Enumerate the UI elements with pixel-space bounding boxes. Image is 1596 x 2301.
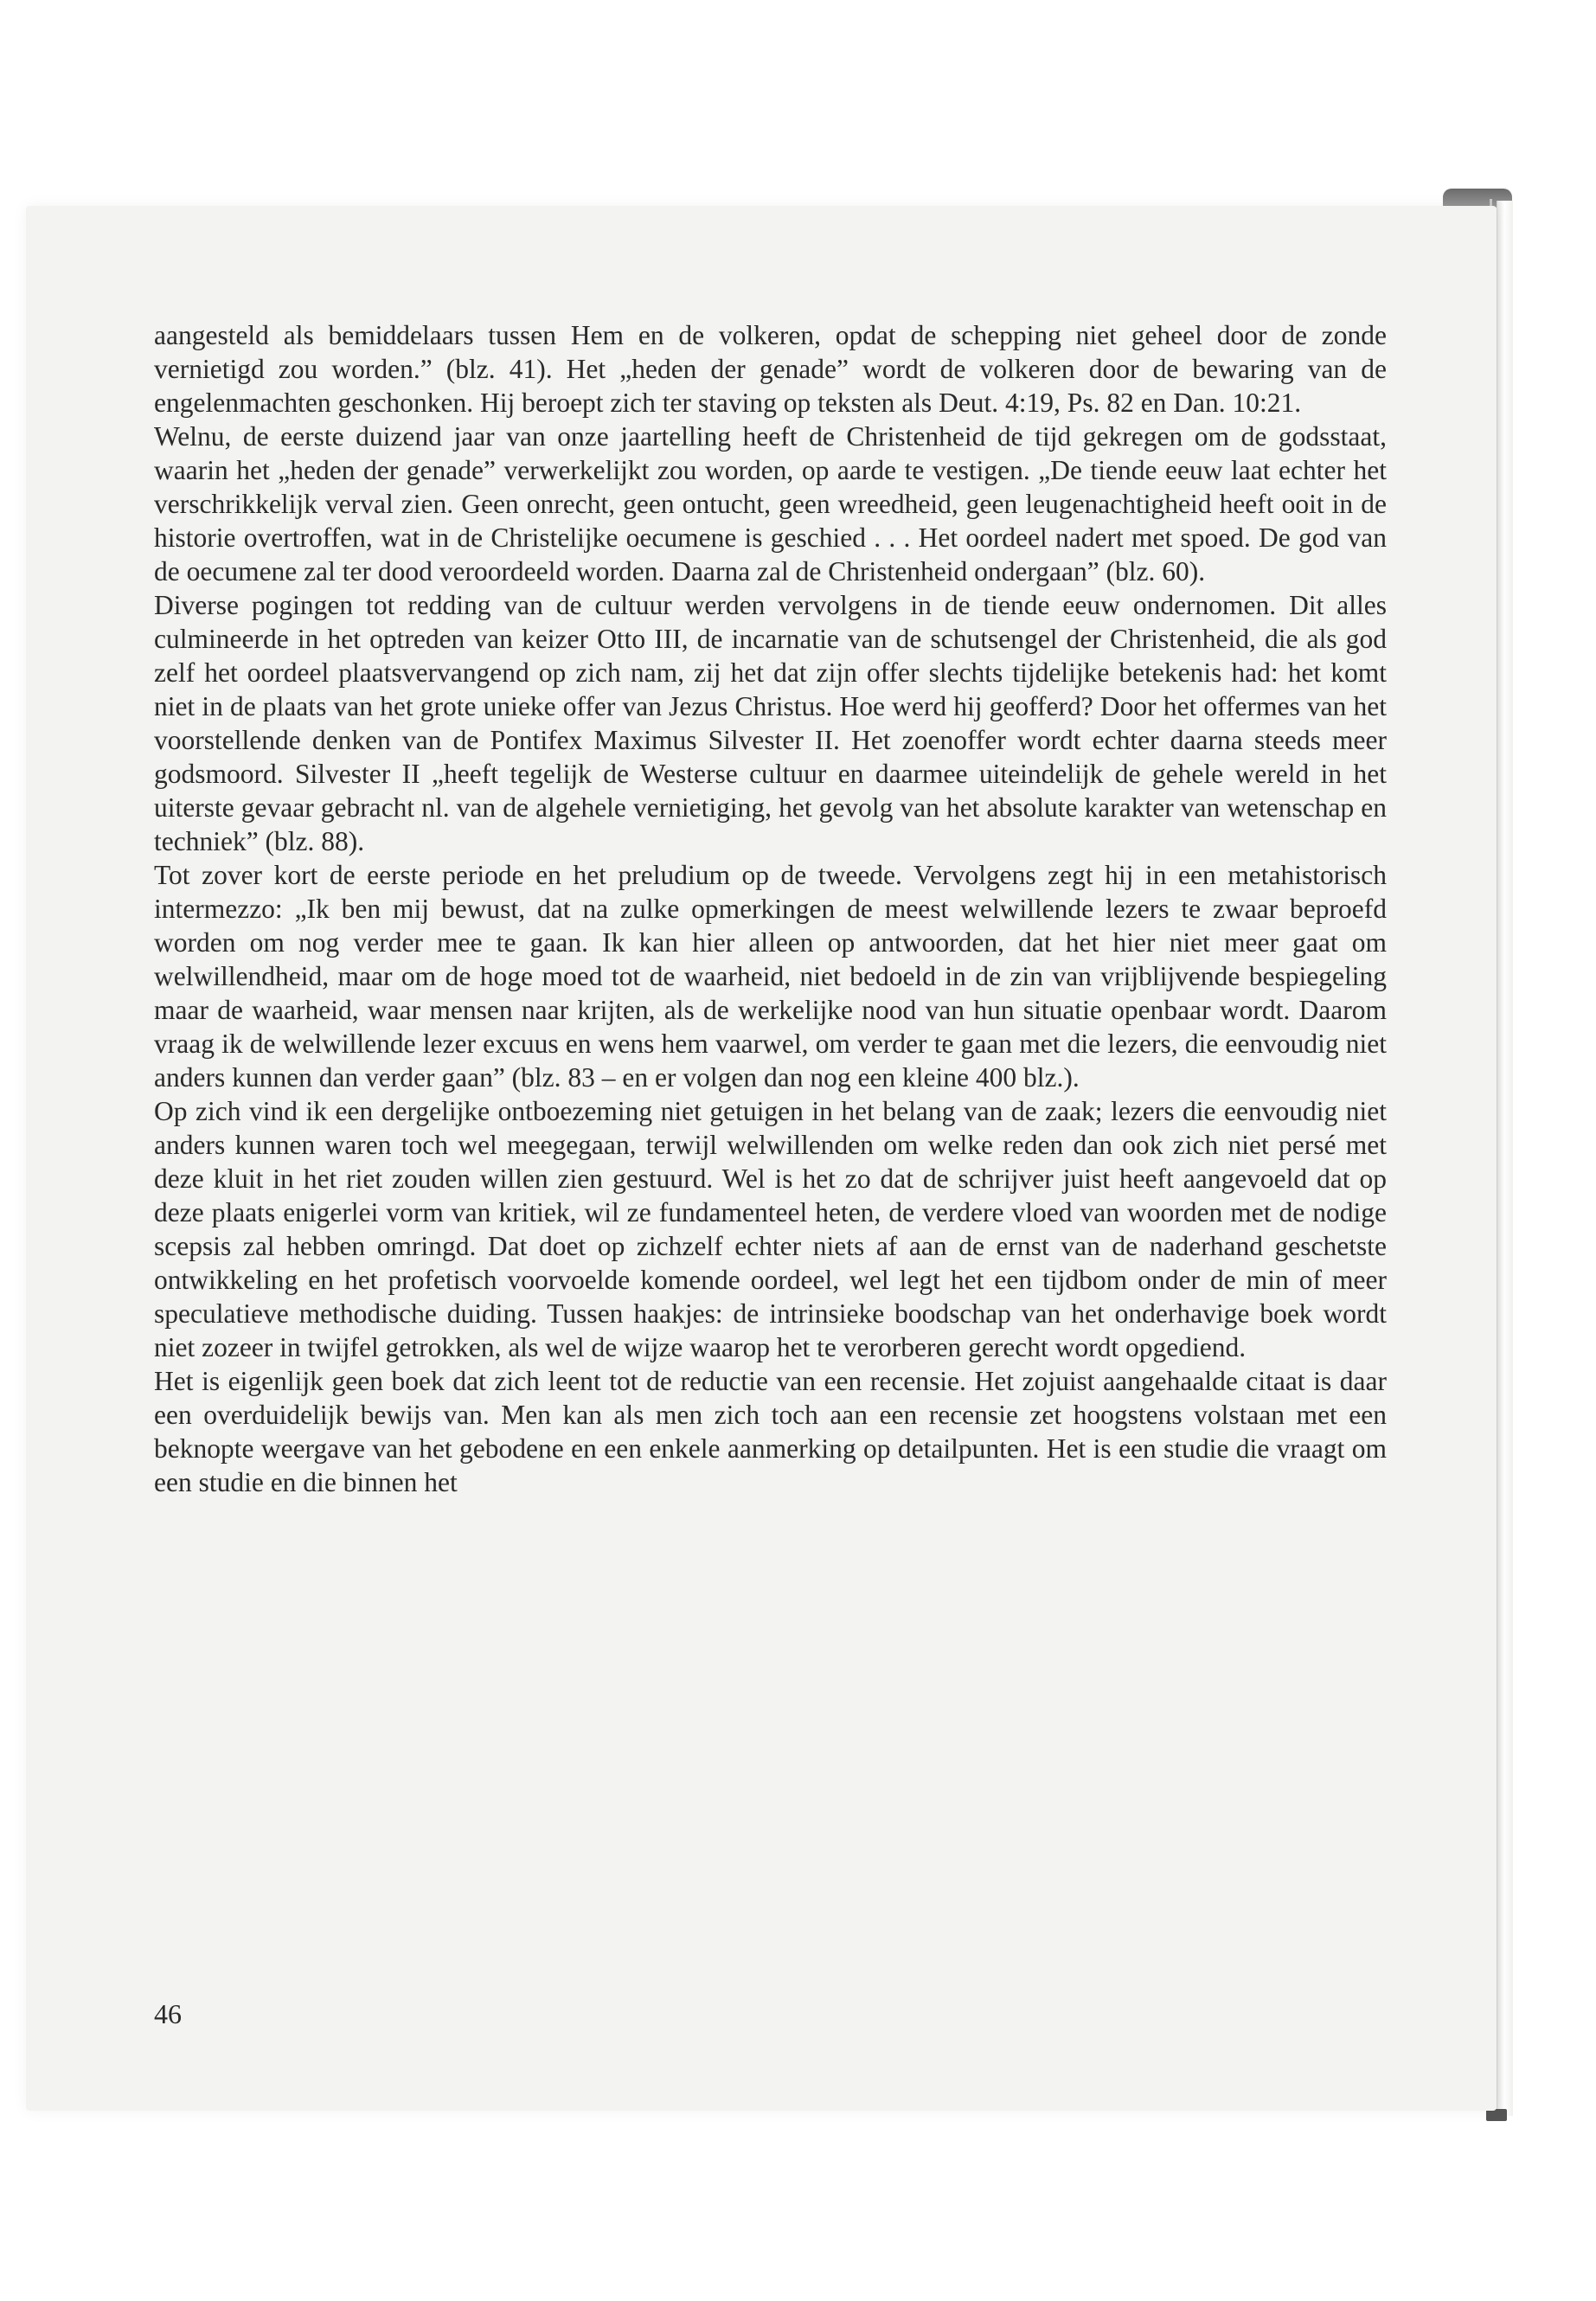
paragraph-6: Het is eigenlijk geen boek dat zich leent tot de reductie van een recensie. Het zojuist aangehaalde citaat is daar een overduidelijk bewijs van. Men kan als men zich toch aan een recensie zet hoogstens volstaan met een beknopte weergave van het gebodene en een enkele aanmerking op detailpunten. Het is een studie die vraagt om een studie en die binnen het — [154, 1366, 1387, 1497]
paragraph-2: Welnu, de eerste duizend jaar van onze jaartelling heeft de Christenheid de tijd gekregen om de godsstaat, waarin het „heden der genade” verwerkelijkt zou worden, op aarde te vestigen. „De tiende eeuw laat echter het verschrikkelijk verval zien. Geen onrecht, geen ontucht, geen wreedheid, geen leugenachtigheid heeft ooit in de historie overtroffen, wat in de Christelijke oecumene is geschied . . . Het oordeel nadert met spoed. De god van de oecumene zal ter dood veroordeeld worden. Daarna zal de Christenheid ondergaan” (blz. 60). — [154, 421, 1387, 586]
paragraph-4: Tot zover kort de eerste periode en het preludium op de tweede. Vervolgens zegt hij in een metahistorisch intermezzo: „Ik ben mij bewust, dat na zulke opmerkingen de meest welwillende lezers te zwaar beproefd worden om nog verder mee te gaan. Ik kan hier alleen op antwoorden, dat het hier niet meer gaat om welwillendheid, maar om de hoge moed tot de waarheid, niet bedoeld in de zin van vrijblijvende bespiegeling maar de waarheid, waar mensen naar krijten, als de werkelijke nood van hun situatie openbaar wordt. Daarom vraag ik de welwillende lezer excuus en wens hem vaarwel, om verder te gaan met die lezers, die eenvoudig niet anders kunnen dan verder gaan” (blz. 83 – en er volgen dan nog een kleine 400 blz.). — [154, 860, 1387, 1093]
body-text — [154, 318, 1387, 1499]
paragraph-3: Diverse pogingen tot redding van de cultuur werden vervolgens in de tiende eeuw ondernomen. Dit alles culmineerde in het optreden van keizer Otto III, de incarnatie van de schutsengel der Christenheid, die als god zelf het oordeel plaatsvervangend op zich nam, zij het dat zijn offer slechts tijdelijke betekenis had: het komt niet in de plaats van het grote unieke offer van Jezus Christus. Hoe werd hij geofferd? Door het offermes van het voorstellende denken van de Pontifex Maximus Silvester II. Het zoenoffer wordt echter daarna steeds meer godsmoord. Silvester II „heeft tegelijk de Westerse cultuur en daarmee uiteindelijk de gehele wereld in het uiterste gevaar gebracht nl. van de algehele vernietiging, het gevolg van het absolute karakter van wetenschap en techniek” (blz. 88). — [154, 590, 1387, 856]
paragraph-5: Op zich vind ik een dergelijke ontboezeming niet getuigen in het belang van de zaak; lezers die eenvoudig niet anders kunnen waren toch wel meegegaan, terwijl welwillenden om welke reden dan ook zich niet persé met deze kluit in het riet zouden willen zien gestuurd. Wel is het zo dat de schrijver juist heeft aangevoeld dat op deze plaats enigerlei vorm van kritiek, wil ze fundamenteel heten, de verdere vloed van woorden met de nodige scepsis zal hebben omringd. Dat doet op zichzelf echter niets af aan de ernst van de naderhand geschetste ontwikkeling en het profetisch voorvoelde komende oordeel, wel legt het een tijdbom onder de min of meer speculatieve methodische duiding. Tussen haakjes: de intrinsieke boodschap van het onderhavige boek wordt niet zozeer in twijfel getrokken, als wel de wijze waarop het te verorberen gerecht wordt opgediend. — [154, 1096, 1387, 1362]
page-number: 46 — [154, 1998, 182, 2029]
page-edge — [1497, 201, 1513, 2116]
book-clip-bottom — [1486, 2109, 1507, 2121]
paragraph-1: aangesteld als bemiddelaars tussen Hem en de volkeren, opdat de schepping niet geheel door de zonde vernietigd zou worden.” (blz. 41). Het „heden der genade” wordt de volkeren door de bewaring van de engelenmachten geschonken. Hij beroept zich ter staving op teksten als Deut. 4:19, Ps. 82 en Dan. 10:21. — [154, 320, 1387, 418]
